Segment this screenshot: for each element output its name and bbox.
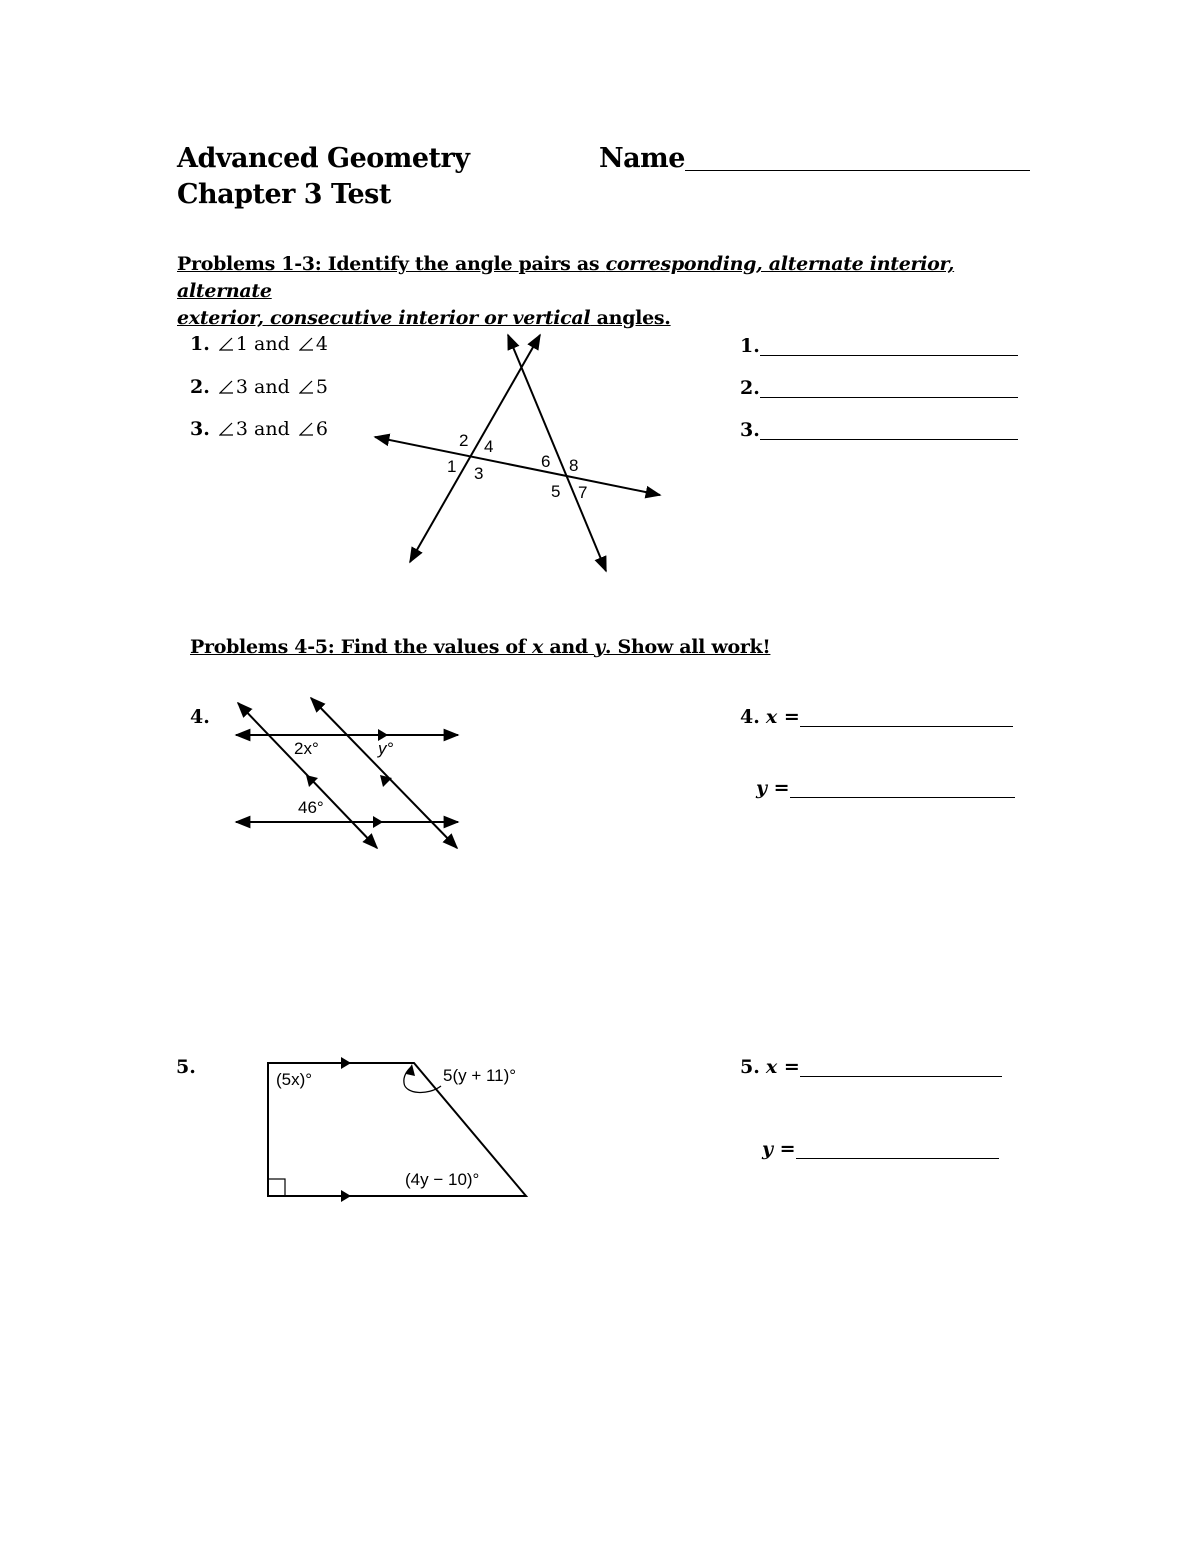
name-label-text: Name [599, 143, 685, 174]
question-number: 3. [190, 418, 210, 440]
angle-a: 3 [235, 418, 248, 440]
label-2x: 2x° [294, 739, 319, 758]
and-word: and [254, 376, 290, 398]
answer-number: 3. [740, 419, 760, 441]
angle-a: 3 [235, 376, 248, 398]
angle-label-3: 3 [474, 464, 484, 483]
angle-label-8: 8 [569, 456, 579, 475]
angle-label-4: 4 [484, 437, 494, 456]
var-x: x [532, 636, 544, 658]
y-label: y = [756, 777, 790, 799]
answer-number: 4. [740, 706, 760, 728]
section1-prefix: Problems 1-3: Identify the angle pairs as [177, 253, 606, 275]
x-label: x = [765, 1056, 800, 1078]
angle-b: 4 [315, 333, 328, 355]
label-y: y° [378, 739, 394, 758]
problem-number: 5. [176, 1056, 196, 1078]
answer-number: 5. [740, 1056, 760, 1078]
section1-terms-2: exterior, consecutive interior or vertical [177, 307, 591, 329]
and-word: and [254, 418, 290, 440]
course-title: Advanced Geometry [177, 143, 470, 174]
answer-blank[interactable] [800, 1056, 1002, 1077]
angle-label-7: 7 [578, 483, 588, 502]
answer-number: 1. [740, 335, 760, 357]
answer-blank[interactable] [796, 1138, 999, 1159]
label-4y10: (4y − 10)° [405, 1170, 480, 1189]
answer-number: 2. [740, 377, 760, 399]
y-label: y = [762, 1138, 796, 1160]
angle-label-1: 1 [447, 457, 457, 476]
label-5x: (5x)° [276, 1070, 313, 1089]
right-angle-mark [268, 1179, 285, 1196]
section1-terms-1: corresponding, alternate interior, alternate [177, 253, 955, 302]
x-label: x = [765, 706, 800, 728]
problem-number: 4. [190, 706, 210, 728]
section2-instr-a: Problems 4-5: Find the values of [190, 636, 532, 658]
and-word: and [254, 333, 290, 355]
question-number: 2. [190, 376, 210, 398]
angle-b: 5 [315, 376, 328, 398]
arc-arrow [406, 1064, 415, 1076]
answer-5-y [762, 1138, 999, 1160]
label-46: 46° [298, 798, 324, 817]
answer-5-x [740, 1056, 1002, 1078]
parallel-mark [341, 1057, 351, 1069]
parallel-mark [341, 1190, 351, 1202]
section2-instr-b: . Show all work! [604, 636, 771, 658]
question-number: 1. [190, 333, 210, 355]
section2-instr-and: and [543, 636, 595, 658]
var-y: y [594, 636, 605, 658]
angle-label-5: 5 [551, 482, 561, 501]
angle-a: 1 [235, 333, 248, 355]
label-5y11: 5(y + 11)° [443, 1066, 517, 1085]
angle-label-6: 6 [541, 452, 551, 471]
test-title: Chapter 3 Test [177, 179, 391, 210]
angle-b: 6 [315, 418, 328, 440]
angle-label-2: 2 [459, 431, 469, 450]
section1-suffix: angles. [590, 307, 671, 329]
